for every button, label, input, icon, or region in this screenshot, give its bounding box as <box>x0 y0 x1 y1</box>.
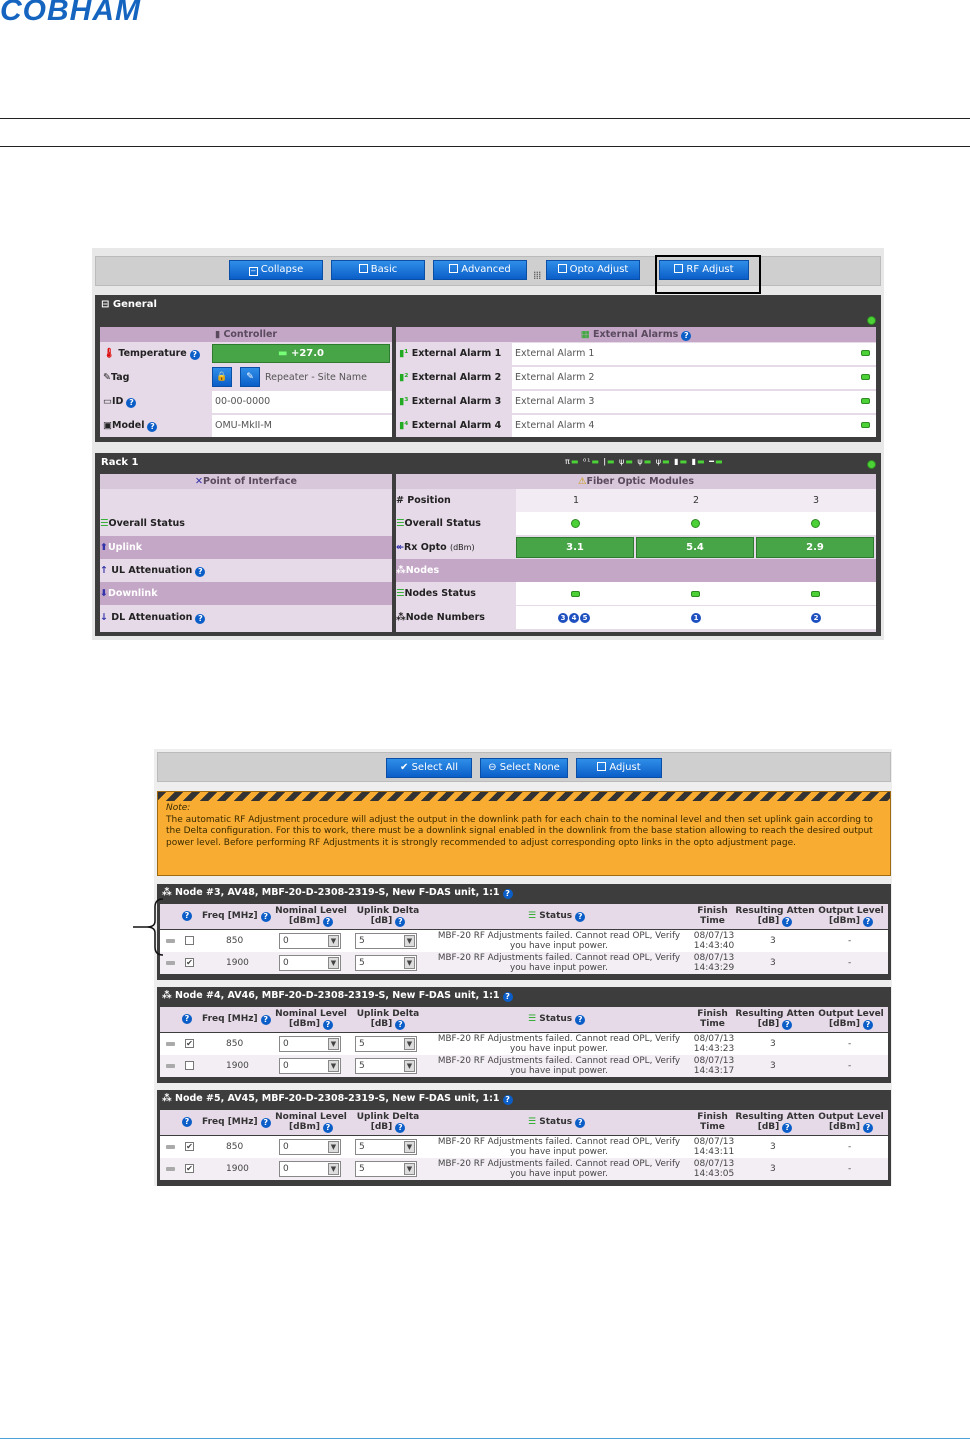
table-row: ✔ 1900 0 ▼ 5 ▼ MBF-20 RF Adjustments failed. Cannot read OPL, Verify you have input power. 08/07/13 14:43:29 3 - <box>160 952 888 974</box>
poi-ul-attenuation: ↑ UL Attenuation ? <box>100 559 392 582</box>
fom-rx-opto-row: ↞Rx Opto (dBm) 3.1 5.4 2.9 <box>396 536 876 559</box>
node-panel <box>157 884 891 980</box>
help-icon[interactable]: ? <box>575 1015 585 1025</box>
help-icon[interactable]: ? <box>863 1020 873 1030</box>
table-row: ✔ 850 0 ▼ 5 ▼ MBF-20 RF Adjustments failed. Cannot read OPL, Verify you have input power. 08/07/13 14:43:11 3 - <box>160 1136 888 1158</box>
poi-icon: ✕ <box>195 476 204 487</box>
general-status-led <box>867 316 876 325</box>
advanced-button[interactable]: Advanced <box>433 260 527 280</box>
antenna-2-icon: ψ <box>637 457 644 466</box>
warning-stripe <box>158 792 890 801</box>
nodes-icon: ⁂ <box>162 1093 172 1104</box>
rf-adjust-button[interactable]: RF Adjust <box>659 260 749 280</box>
status-list-icon: ☰ <box>396 518 405 529</box>
status-list-icon: ☰ <box>528 1014 537 1024</box>
row-checkbox[interactable]: ✔ <box>186 1142 193 1151</box>
general-panel <box>95 295 881 442</box>
chevron-down-icon: ▼ <box>328 1163 339 1175</box>
collapse-button[interactable]: − Collapse <box>229 260 323 280</box>
adjust-button[interactable]: Adjust <box>576 758 662 778</box>
row-checkbox[interactable] <box>185 936 194 945</box>
model-row: ▣Model ? OMU-MkII-M <box>100 414 392 437</box>
poi-header: ✕Point of Interface <box>100 474 392 489</box>
alarm-board-icon: ▦ <box>580 329 590 340</box>
chevron-down-icon: ▼ <box>404 957 415 969</box>
adjust-icon <box>597 762 606 771</box>
node-table-header: ? Freq [MHz] ? Nominal Level [dBm] ? Uplink Delta [dB] ? ☰ Status ? Finish Time Resulting Atten [dB] ? Output Level [dBm] ? <box>160 1110 888 1135</box>
row-status: MBF-20 RF Adjustments failed. Cannot read OPL, Verify you have input power. <box>437 953 681 973</box>
down-arrow-icon: ↓ <box>100 612 108 623</box>
rx-arrow-icon: ↞ <box>396 542 404 553</box>
rx-opto-value-2: 5.4 <box>636 537 754 558</box>
finish-time: 08/07/13 14:43:40 <box>693 931 735 951</box>
alarm-4-icon: ▮⁴ <box>399 420 409 431</box>
fom-overall-status-row: ☰Overall Status <box>396 512 876 535</box>
uplink-delta-select[interactable]: 5 ▼ <box>355 1036 417 1052</box>
help-icon[interactable]: ? <box>782 1123 792 1133</box>
edit-tag-button[interactable] <box>240 367 260 387</box>
help-icon[interactable]: ? <box>323 917 333 927</box>
finish-time: 08/07/13 14:43:05 <box>693 1159 735 1179</box>
tag-value: Repeater - Site Name <box>265 372 367 383</box>
alarm-2-led <box>861 374 870 380</box>
alarm-4-led <box>861 422 870 428</box>
uplink-delta-select[interactable]: 5 ▼ <box>355 1161 417 1177</box>
fom-nodes-row[interactable]: ⁂Nodes <box>396 559 876 582</box>
status-list-icon: ☰ <box>528 1117 537 1127</box>
rack-status-icons: π▬ ⁰¹▬ ǀ▬ ψ▬ ψ▬ ψ▬ ▮▬ ▮▬ ━▬ <box>565 457 724 466</box>
rx-opto-value-3: 2.9 <box>756 537 874 558</box>
rf-adjust-note <box>157 791 891 876</box>
chevron-down-icon: ▼ <box>404 1060 415 1072</box>
tag-row: ✎Tag 🔒 ✎ Repeater - Site Name <box>100 366 392 389</box>
lock-button[interactable] <box>212 367 232 387</box>
lock-icon: 🔒 <box>216 372 228 382</box>
status-list-icon: ☰ <box>100 518 109 529</box>
alarm-row-3: ▮³ External Alarm 3 External Alarm 3 <box>396 390 876 413</box>
rf-adjust-toolbar <box>157 752 891 782</box>
node-numbers-1: 3 4 5 <box>558 606 591 629</box>
finish-time: 08/07/13 14:43:23 <box>693 1034 735 1054</box>
alarm-row-1: ▮¹ External Alarm 1 External Alarm 1 <box>396 342 876 365</box>
poi-uplink[interactable]: ⬆Uplink <box>100 536 392 559</box>
nodes-icon: ⁂ <box>162 887 172 898</box>
group-brace <box>133 897 173 957</box>
help-icon[interactable]: ? <box>261 912 271 922</box>
drag-handle-icon[interactable] <box>166 961 175 965</box>
help-icon[interactable]: ? <box>503 889 513 899</box>
poi-overall-status: ☰Overall Status <box>100 518 185 529</box>
thermometer-icon: ǀ <box>603 457 607 466</box>
row-status: MBF-20 RF Adjustments failed. Cannot read OPL, Verify you have input power. <box>437 1137 681 1157</box>
id-row: ▭ID ? 00-00-0000 <box>100 390 392 413</box>
row-status: MBF-20 RF Adjustments failed. Cannot read OPL, Verify you have input power. <box>437 1159 681 1179</box>
fom-position-row: # Position 1 2 3 <box>396 489 876 512</box>
row-checkbox[interactable]: ✔ <box>186 1164 193 1173</box>
point-of-interface-section <box>100 474 392 632</box>
alarm-1-led <box>861 350 870 356</box>
finish-time: 08/07/13 14:43:17 <box>693 1056 735 1076</box>
select-all-button[interactable]: ✔ Select All <box>386 758 472 778</box>
chevron-down-icon: ▼ <box>328 1141 339 1153</box>
general-panel-title[interactable]: ⊟ General <box>101 299 157 310</box>
row-checkbox[interactable]: ✔ <box>186 1039 193 1048</box>
model-icon: ▣ <box>103 420 112 431</box>
id-value: 00-00-0000 <box>212 391 392 413</box>
nominal-level-select[interactable]: 0 ▼ <box>279 1058 341 1074</box>
antenna-3-icon: ψ <box>655 457 662 466</box>
rack-title: Rack 1 <box>101 457 139 468</box>
rack-status-led <box>867 460 876 469</box>
power-supply-icon: π <box>565 457 571 466</box>
help-icon[interactable]: ? <box>782 1020 792 1030</box>
thermometer-icon: 🌡 <box>103 348 116 359</box>
header-rule-top <box>0 118 970 119</box>
node-numbers-3: 2 <box>811 606 822 629</box>
node-title: ⁂ Node #3, AV48, MBF-20-D-2308-2319-S, New F-DAS unit, 1:1 ? <box>162 887 513 899</box>
chevron-down-icon: ▼ <box>404 1038 415 1050</box>
table-row: ✔ 850 0 ▼ 5 ▼ MBF-20 RF Adjustments failed. Cannot read OPL, Verify you have input power. 08/07/13 14:43:23 3 - <box>160 1033 888 1055</box>
rx-opto-value-1: 3.1 <box>516 537 634 558</box>
header-rule-bottom <box>0 146 970 147</box>
help-icon[interactable]: ? <box>182 1014 192 1024</box>
status-list-icon: ☰ <box>528 911 537 921</box>
help-icon[interactable]: ? <box>261 1118 271 1128</box>
help-icon[interactable]: ? <box>395 1020 405 1030</box>
controller-header: ▮ Controller <box>100 327 392 342</box>
module-3-status-led <box>811 519 820 528</box>
help-icon[interactable]: ? <box>323 1020 333 1030</box>
help-icon[interactable]: ? <box>395 917 405 927</box>
table-row: ✔ 1900 0 ▼ 5 ▼ MBF-20 RF Adjustments failed. Cannot read OPL, Verify you have input power. 08/07/13 14:43:05 3 - <box>160 1158 888 1180</box>
basic-icon <box>359 264 368 273</box>
nodes-status-led-3 <box>811 591 820 597</box>
nodes-status-led-1 <box>571 591 580 597</box>
node-title: ⁂ Node #4, AV46, MBF-20-D-2308-2319-S, New F-DAS unit, 1:1 ? <box>162 990 513 1002</box>
help-icon[interactable]: ? <box>503 992 513 1002</box>
temperature-row: 🌡 Temperature ? ▬ +27.0 <box>100 342 392 365</box>
fom-nodes-status-row: ☰Nodes Status <box>396 582 876 605</box>
poi-dl-attenuation: ↓ DL Attenuation ? <box>100 606 392 629</box>
uplink-delta-select[interactable]: 5 ▼ <box>355 1139 417 1155</box>
module-2-status-led <box>691 519 700 528</box>
fom-header: ⚠Fiber Optic Modules <box>396 474 876 489</box>
grip-icon: ⁞⁞⁞ <box>533 269 541 282</box>
uplink-delta-select[interactable]: 5 ▼ <box>355 955 417 971</box>
alarm-row-2: ▮² External Alarm 2 External Alarm 2 <box>396 366 876 389</box>
table-row: 1900 0 ▼ 5 ▼ MBF-20 RF Adjustments failed. Cannot read OPL, Verify you have input power. 08/07/13 14:43:17 3 - <box>160 1055 888 1077</box>
poi-downlink[interactable]: ⬇Downlink <box>100 582 392 605</box>
alarm-row-4: ▮⁴ External Alarm 4 External Alarm 4 <box>396 414 876 437</box>
controller-section <box>100 327 392 437</box>
downlink-icon: ⬇ <box>100 588 108 599</box>
module-2-icon: ▮ <box>691 457 698 466</box>
external-alarms-header: ▦ External Alarms ? <box>396 327 876 342</box>
chevron-down-icon: ▼ <box>328 1038 339 1050</box>
footer-rule <box>0 1438 970 1439</box>
finish-time: 08/07/13 14:43:29 <box>693 953 735 973</box>
status-list-icon: ☰ <box>396 588 405 599</box>
main-toolbar <box>95 256 881 286</box>
help-icon[interactable]: ? <box>395 1123 405 1133</box>
nodes-icon: ⁂ <box>162 990 172 1001</box>
module-1-status-led <box>571 519 580 528</box>
help-icon[interactable]: ? <box>182 1117 192 1127</box>
id-card-icon: ▭ <box>103 396 112 407</box>
help-icon[interactable]: ? <box>126 398 136 408</box>
node-panel <box>157 1090 891 1186</box>
drag-handle-icon[interactable] <box>166 1145 175 1149</box>
node-title: ⁂ Node #5, AV45, MBF-20-D-2308-2319-S, New F-DAS unit, 1:1 ? <box>162 1093 513 1105</box>
model-value: OMU-MkII-M <box>212 415 392 437</box>
row-checkbox[interactable]: ✔ <box>186 958 193 967</box>
help-icon[interactable]: ? <box>503 1095 513 1105</box>
uplink-delta-select[interactable]: 5 ▼ <box>355 933 417 949</box>
link-icon: ━ <box>709 457 715 466</box>
alarm-3-icon: ▮³ <box>399 396 409 407</box>
finish-time: 08/07/13 14:43:11 <box>693 1137 735 1157</box>
external-alarms-section <box>396 327 876 437</box>
edit-icon: ✎ <box>246 372 254 382</box>
alarm-1-icon: ▮¹ <box>399 348 409 359</box>
basic-button[interactable]: Basic <box>331 260 425 280</box>
fom-node-numbers-row: ⁂Node Numbers 3 4 5 1 2 <box>396 606 876 629</box>
nominal-level-select[interactable]: 0 ▼ <box>279 933 341 949</box>
row-status: MBF-20 RF Adjustments failed. Cannot read OPL, Verify you have input power. <box>437 931 681 951</box>
drag-handle-icon[interactable] <box>166 1042 175 1046</box>
note-title: Note: <box>166 803 191 813</box>
help-icon[interactable]: ? <box>681 331 691 341</box>
data-icon: ⁰¹ <box>582 457 592 466</box>
row-checkbox[interactable] <box>185 1061 194 1070</box>
opto-adjust-icon <box>558 264 567 273</box>
chevron-down-icon: ▼ <box>328 1060 339 1072</box>
help-icon[interactable]: ? <box>195 567 205 577</box>
nodes-status-led-2 <box>691 591 700 597</box>
table-row: 850 0 ▼ 5 ▼ MBF-20 RF Adjustments failed. Cannot read OPL, Verify you have input power. 08/07/13 14:43:40 3 - <box>160 930 888 952</box>
module-1-icon: ▮ <box>674 457 680 466</box>
help-icon[interactable]: ? <box>863 917 873 927</box>
nominal-level-select[interactable]: 0 ▼ <box>279 955 341 971</box>
collapse-icon: − <box>250 267 257 275</box>
advanced-icon <box>449 264 458 273</box>
rf-status-screenshot <box>92 248 884 640</box>
note-text: The automatic RF Adjustment procedure will adjust the output in the downlink path for each chain to the nominal level and then set uplink gain according to the Delta configuration. For this to work, there must be a downlink signal enabled in the downlink from the base station allowing to reach the desired output power level. Before performing RF Adjustments it is strongly recommended to adjust corresponding opto links in the opto adjustment page. <box>166 814 873 848</box>
up-arrow-icon: ↑ <box>100 565 108 576</box>
chevron-down-icon: ▼ <box>404 1163 415 1175</box>
help-icon[interactable]: ? <box>261 1015 271 1025</box>
temperature-value: ▬ +27.0 <box>212 344 390 363</box>
row-status: MBF-20 RF Adjustments failed. Cannot read OPL, Verify you have input power. <box>437 1034 681 1054</box>
nominal-level-select[interactable]: 0 ▼ <box>279 1036 341 1052</box>
node-numbers-2: 1 <box>691 606 702 629</box>
uplink-delta-select[interactable]: 5 ▼ <box>355 1058 417 1074</box>
help-icon[interactable]: ? <box>575 1118 585 1128</box>
nominal-level-select[interactable]: 0 ▼ <box>279 1139 341 1155</box>
nodes-icon: ⁂ <box>396 612 406 623</box>
alarm-3-led <box>861 398 870 404</box>
chevron-down-icon: ▼ <box>404 935 415 947</box>
nominal-level-select[interactable]: 0 ▼ <box>279 1161 341 1177</box>
help-icon[interactable]: ? <box>323 1123 333 1133</box>
node-table-header: ? Freq [MHz] ? Nominal Level [dBm] ? Uplink Delta [dB] ? ☰ Status ? Finish Time Resulting Atten [dB] ? Output Level [dBm] ? <box>160 904 888 929</box>
chevron-down-icon: ▼ <box>404 1141 415 1153</box>
opto-adjust-button[interactable]: Opto Adjust <box>546 260 640 280</box>
select-none-button[interactable]: ⊖ Select None <box>480 758 568 778</box>
drag-handle-icon[interactable] <box>166 1064 175 1068</box>
company-logo: COBHAM <box>0 0 141 27</box>
rf-adjust-highlight <box>655 255 761 294</box>
drag-handle-icon[interactable] <box>166 1167 175 1171</box>
chevron-down-icon: ▼ <box>328 957 339 969</box>
help-icon[interactable]: ? <box>782 917 792 927</box>
help-icon[interactable]: ? <box>863 1123 873 1133</box>
nodes-icon: ⁂ <box>396 565 406 576</box>
fiber-optic-modules-section <box>396 474 876 632</box>
uplink-icon: ⬆ <box>100 542 108 553</box>
alarm-2-icon: ▮² <box>399 372 409 383</box>
rack-panel <box>95 453 881 636</box>
node-panel <box>157 987 891 1083</box>
warning-icon: ⚠ <box>577 476 587 487</box>
row-status: MBF-20 RF Adjustments failed. Cannot read OPL, Verify you have input power. <box>437 1056 681 1076</box>
help-icon[interactable]: ? <box>575 912 585 922</box>
help-icon[interactable]: ? <box>182 911 192 921</box>
help-icon[interactable]: ? <box>147 422 157 432</box>
help-icon[interactable]: ? <box>195 614 205 624</box>
check-icon: ✔ <box>399 762 409 773</box>
minus-circle-icon: ⊖ <box>488 762 497 773</box>
antenna-1-icon: ψ <box>618 457 626 466</box>
tag-icon: ✎ <box>103 372 111 383</box>
node-table-header: ? Freq [MHz] ? Nominal Level [dBm] ? Uplink Delta [dB] ? ☰ Status ? Finish Time Resulting Atten [dB] ? Output Level [dBm] ? <box>160 1007 888 1032</box>
help-icon[interactable]: ? <box>190 350 200 360</box>
chevron-down-icon: ▼ <box>328 935 339 947</box>
